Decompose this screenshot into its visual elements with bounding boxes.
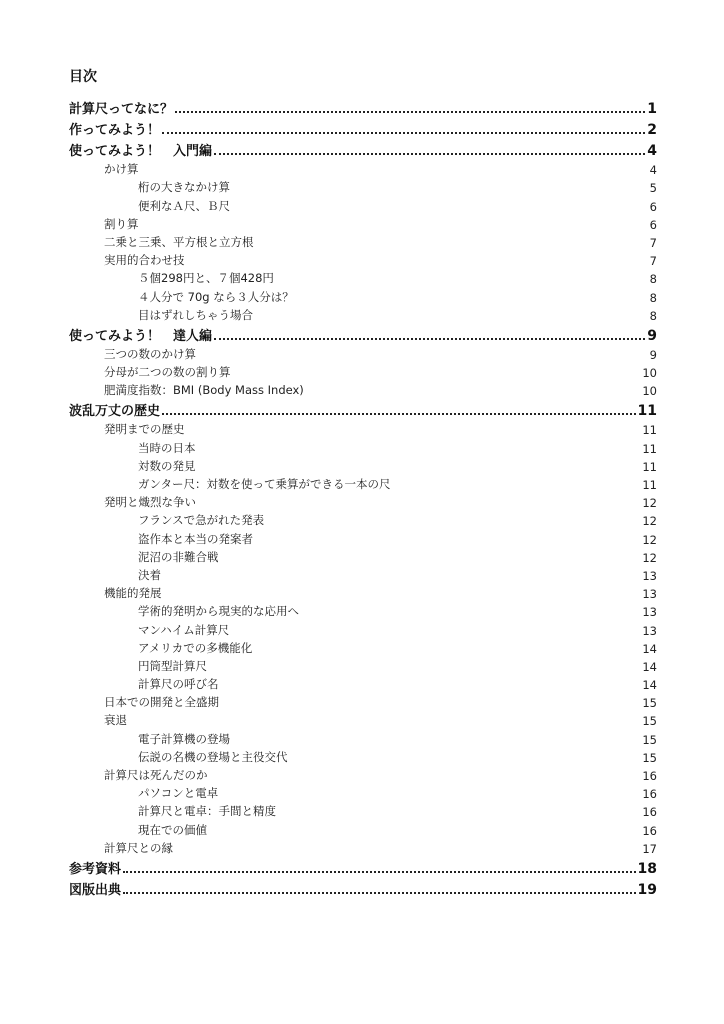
toc-entry-label: 作ってみよう！	[69, 123, 161, 138]
dot-leader	[162, 132, 645, 134]
toc-entry-page-number: 15	[642, 696, 657, 711]
toc-entry[interactable]	[69, 458, 657, 476]
toc-entry-page-number: 16	[642, 769, 657, 783]
toc-entry[interactable]	[69, 879, 657, 900]
toc-entry-label: 計算尺は死んだのか	[104, 768, 208, 782]
toc-entry-page-number: 7	[649, 235, 657, 250]
toc-entry-page-number: 15	[642, 714, 657, 729]
toc-entry[interactable]	[69, 270, 657, 288]
toc-entry-label: アメリカでの多機能化	[138, 640, 253, 655]
toc-entry[interactable]	[69, 307, 657, 325]
toc-entry-label: ５個298円と、７個428円	[138, 271, 274, 286]
toc-entry[interactable]	[69, 803, 657, 821]
toc-entry-label: 発明と熾烈な争い	[104, 495, 196, 510]
toc-entry-label: ４人分で 70g なら３人分は？	[138, 289, 294, 304]
toc-entry-page-number: 11	[642, 459, 657, 474]
toc-entry[interactable]	[69, 530, 657, 548]
toc-entry-label: 実用的合わせ技	[104, 253, 185, 268]
toc-entry-label: 伝説の名機の登場と主役交代	[138, 749, 288, 764]
toc-entry[interactable]	[69, 603, 657, 621]
toc-entry-label: 現在での価値	[138, 822, 207, 837]
toc-entry-label: 図版出典	[69, 882, 122, 898]
toc-entry-label: パソコンと電卓	[138, 786, 219, 801]
toc-entry-page-number: 14	[642, 641, 657, 656]
toc-entry-page-number: 16	[642, 787, 657, 802]
toc-entry[interactable]	[69, 197, 657, 215]
toc-entry-page-number: 8	[649, 272, 657, 287]
toc-entry-page-number: 14	[642, 659, 657, 674]
toc-entry-label: 割り算	[104, 216, 139, 231]
toc-entry[interactable]	[69, 567, 657, 585]
toc-entry-label: 決着	[138, 567, 161, 582]
toc-entry-page-number: 15	[642, 750, 657, 765]
toc-entry[interactable]	[69, 494, 657, 512]
toc-entry-page-number: 13	[642, 623, 657, 638]
toc-entry[interactable]	[69, 549, 657, 567]
toc-entry[interactable]	[69, 382, 657, 400]
toc-entry-label: 盗作本と本当の発案者	[138, 531, 253, 546]
toc-entry-label: かけ算	[104, 162, 139, 177]
toc-entry-page-number: 7	[649, 254, 657, 269]
toc-entry-label: 肥満度指数：BMI (Body Mass Index)	[104, 383, 304, 398]
toc-entry[interactable]	[69, 730, 657, 748]
toc-entry[interactable]	[69, 585, 657, 603]
toc-entry-page-number: 2	[647, 122, 657, 138]
toc-entry-label: 分母が二つの数の割り算	[104, 365, 231, 380]
toc-entry-page-number: 4	[647, 143, 657, 159]
dot-leader	[214, 153, 645, 155]
dot-leader	[123, 871, 636, 873]
toc-entry[interactable]	[69, 98, 657, 119]
toc-entry-page-number: 11	[642, 441, 657, 456]
toc-entry-label: 対数の発見	[138, 458, 196, 473]
toc-entry[interactable]	[69, 640, 657, 658]
toc-entry-label: 電子計算機の登場	[138, 731, 230, 746]
dot-leader	[175, 111, 645, 113]
toc-entry[interactable]	[69, 140, 657, 161]
dot-leader	[162, 413, 636, 415]
toc-entry[interactable]	[69, 712, 657, 730]
toc-entry-label: 衰退	[104, 713, 127, 728]
toc-entry-page-number: 14	[642, 678, 657, 693]
toc-entry-page-number: 6	[649, 217, 657, 232]
toc-entry-page-number: 6	[649, 199, 657, 214]
toc-entry-label: 計算尺の呼び名	[138, 677, 219, 692]
toc-entry-label: 二乗と三乗、平方根と立方根	[104, 234, 254, 249]
toc-entry-label: 計算尺ってなに？	[69, 102, 174, 117]
toc-entry-page-number: 9	[649, 347, 657, 362]
toc-entry-label: 日本での開発と全盛期	[104, 695, 219, 710]
toc-entry[interactable]	[69, 179, 657, 197]
toc-entry[interactable]	[69, 858, 657, 879]
toc-entry-label: 参考資料	[69, 861, 122, 877]
toc-entry-page-number: 12	[642, 532, 657, 547]
toc-entry-label: 円筒型計算尺	[138, 658, 207, 673]
toc-entry-label: ガンター尺：対数を使って乗算ができる一本の尺	[138, 477, 391, 491]
toc-entry[interactable]	[69, 767, 657, 785]
toc-entry-label: 発明までの歴史	[104, 422, 185, 437]
toc-entry-label: マンハイム計算尺	[138, 622, 230, 637]
toc-entry-page-number: 10	[642, 384, 657, 399]
toc-entry-page-number: 13	[642, 568, 657, 583]
toc-entry[interactable]	[69, 476, 657, 494]
toc-entry-label: 機能的発展	[104, 586, 162, 601]
toc-entry[interactable]	[69, 252, 657, 270]
table-of-contents	[69, 98, 657, 900]
toc-entry[interactable]	[69, 400, 657, 421]
toc-entry[interactable]	[69, 512, 657, 530]
toc-entry-label: 目はずれしちゃう場合	[138, 307, 253, 322]
toc-entry-page-number: 4	[649, 163, 657, 178]
toc-entry-page-number: 11	[637, 403, 657, 420]
toc-entry-page-number: 11	[642, 423, 657, 438]
toc-entry[interactable]	[69, 325, 657, 346]
toc-entry[interactable]	[69, 694, 657, 712]
toc-entry-page-number: 10	[642, 366, 657, 381]
toc-entry-label: 計算尺との縁	[104, 840, 173, 855]
toc-entry-label: 使ってみよう！ 入門編	[69, 144, 213, 159]
toc-entry-page-number: 12	[642, 496, 657, 511]
toc-entry-page-number: 12	[642, 514, 657, 529]
toc-entry-label: 学術的発明から現実的な応用へ	[138, 604, 299, 619]
toc-entry[interactable]	[69, 785, 657, 803]
toc-entry-page-number: 11	[642, 478, 657, 492]
toc-entry-page-number: 12	[642, 550, 657, 565]
toc-entry-label: 桁の大きなかけ算	[138, 180, 230, 195]
toc-entry-label: 泥沼の非難合戦	[138, 549, 219, 564]
toc-entry-page-number: 19	[637, 881, 657, 898]
toc-entry-page-number: 8	[649, 308, 657, 323]
toc-entry[interactable]	[69, 234, 657, 252]
toc-entry[interactable]	[69, 161, 657, 179]
toc-entry-page-number: 16	[642, 805, 657, 820]
toc-entry-page-number: 9	[647, 327, 657, 344]
toc-entry-page-number: 18	[637, 860, 657, 877]
toc-entry-page-number: 13	[642, 587, 657, 602]
toc-entry-label: 便利なＡ尺、Ｂ尺	[138, 198, 230, 213]
toc-entry[interactable]	[69, 421, 657, 439]
toc-entry-label: 使ってみよう！ 達人編	[69, 328, 213, 344]
toc-entry-label: 三つの数のかけ算	[104, 346, 196, 361]
toc-entry-page-number: 16	[642, 823, 657, 838]
toc-entry[interactable]	[69, 621, 657, 639]
toc-entry[interactable]	[69, 346, 657, 364]
toc-entry[interactable]	[69, 676, 657, 694]
toc-entry[interactable]	[69, 821, 657, 839]
toc-entry-label: 当時の日本	[138, 440, 196, 455]
toc-entry-label: 波乱万丈の歴史	[69, 404, 161, 420]
toc-entry[interactable]	[69, 840, 657, 858]
dot-leader	[214, 338, 645, 340]
toc-entry-page-number: 5	[649, 181, 657, 196]
toc-entry[interactable]	[69, 439, 657, 457]
toc-entry-label: 計算尺と電卓：手間と精度	[138, 804, 276, 819]
toc-entry[interactable]	[69, 364, 657, 382]
toc-entry[interactable]	[69, 658, 657, 676]
toc-entry-label: フランスで急がれた発表	[138, 513, 265, 528]
toc-entry-page-number: 17	[642, 841, 657, 856]
toc-entry-page-number: 13	[642, 605, 657, 620]
toc-entry-page-number: 1	[647, 101, 657, 117]
toc-entry[interactable]	[69, 216, 657, 234]
dot-leader	[123, 892, 636, 894]
toc-entry[interactable]	[69, 119, 657, 140]
toc-entry-page-number: 15	[642, 732, 657, 747]
toc-title: 目次	[69, 69, 97, 85]
toc-entry[interactable]	[69, 749, 657, 767]
toc-entry-page-number: 8	[649, 290, 657, 305]
toc-entry[interactable]	[69, 288, 657, 306]
